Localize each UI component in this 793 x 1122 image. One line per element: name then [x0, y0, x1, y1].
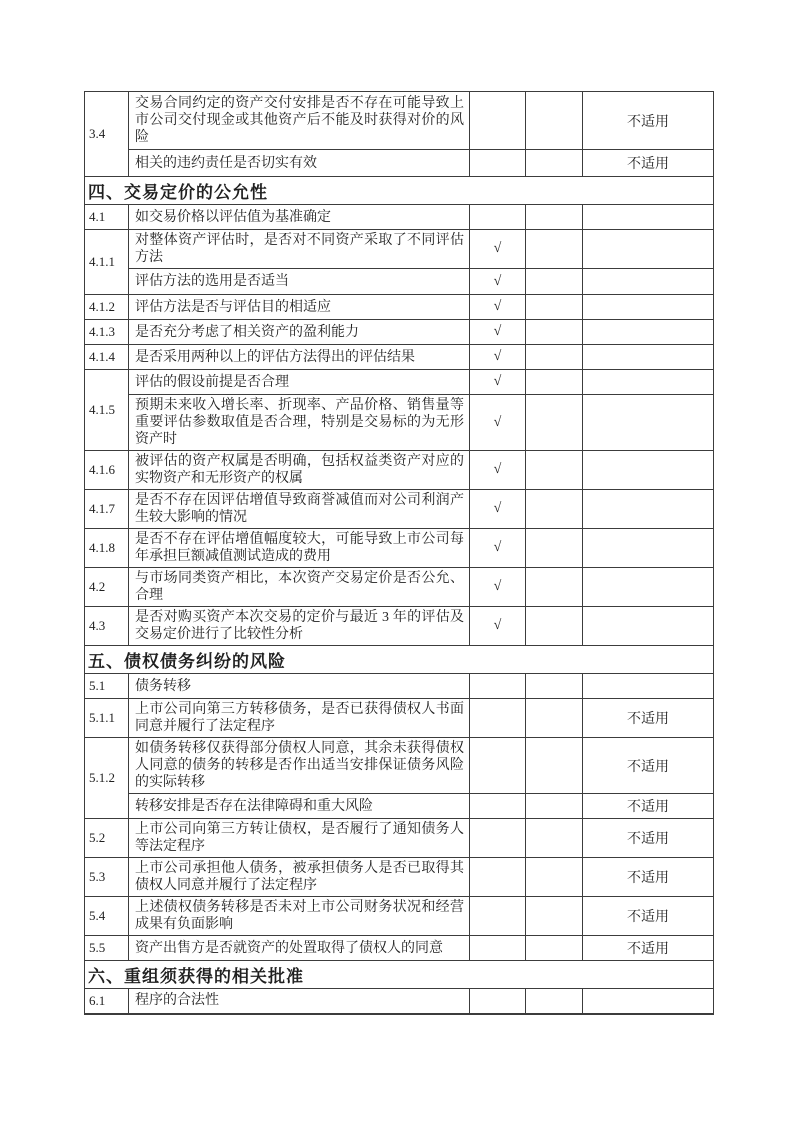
item-number: 3.4 [85, 92, 129, 177]
note-cell [583, 230, 714, 269]
check-no-cell [526, 451, 583, 490]
table-row [85, 205, 714, 230]
check-no-cell [526, 269, 583, 295]
section-title: 六、重组须获得的相关批准 [85, 961, 714, 989]
note-cell [583, 395, 714, 451]
table-row [85, 607, 714, 646]
check-yes-cell [470, 897, 526, 936]
item-number: 4.1.3 [85, 320, 129, 345]
item-text: 是否充分考虑了相关资产的盈利能力 [129, 320, 470, 345]
check-mark-icon: √ [493, 414, 502, 430]
table-row [85, 92, 714, 150]
check-mark-icon: √ [493, 349, 502, 364]
check-yes-cell [470, 230, 526, 269]
item-text: 是否不存在因评估增值导致商誉减值而对公司利润产生较大影响的情况 [129, 490, 470, 529]
check-yes-cell [470, 451, 526, 490]
item-number: 4.1.1 [85, 230, 129, 295]
table-row [85, 936, 714, 961]
section-row [85, 177, 714, 205]
check-no-cell [526, 295, 583, 320]
check-yes-cell [470, 320, 526, 345]
check-no-cell [526, 568, 583, 607]
section-title: 四、交易定价的公允性 [85, 177, 714, 205]
table-row [85, 568, 714, 607]
check-mark-icon: √ [493, 374, 502, 389]
check-yes-cell [470, 490, 526, 529]
item-text: 债务转移 [129, 674, 470, 699]
item-text: 与市场同类资产相比，本次资产交易定价是否公允、合理 [129, 568, 470, 607]
item-text: 预期未来收入增长率、折现率、产品价格、销售量等重要评估参数取值是否合理，特别是交易标的为无形资产时 [129, 395, 470, 451]
check-no-cell [526, 92, 583, 150]
check-mark-icon: √ [493, 462, 502, 477]
na-label: 不适用 [627, 942, 669, 957]
check-yes-cell [470, 370, 526, 395]
table-row [85, 989, 714, 1014]
note-cell [583, 345, 714, 370]
note-cell [583, 370, 714, 395]
item-text: 如交易价格以评估值为基准确定 [129, 205, 470, 230]
table-row [85, 345, 714, 370]
note-cell [583, 320, 714, 345]
item-text: 评估的假设前提是否合理 [129, 370, 470, 395]
check-yes-cell [470, 205, 526, 230]
na-label: 不适用 [627, 910, 669, 925]
check-mark-icon: √ [493, 324, 502, 339]
section-row [85, 646, 714, 674]
item-text: 是否对购买资产本次交易的定价与最近 3 年的评估及交易定价进行了比较性分析 [129, 607, 470, 646]
check-no-cell [526, 345, 583, 370]
na-label: 不适用 [627, 759, 669, 775]
note-cell [583, 738, 714, 794]
checklist-table [84, 91, 714, 1015]
item-text: 上市公司向第三方转让债权，是否履行了通知债务人等法定程序 [129, 819, 470, 858]
item-number: 4.1.6 [85, 451, 129, 490]
item-number: 5.3 [85, 858, 129, 897]
item-number: 5.1.2 [85, 738, 129, 819]
check-mark-icon: √ [493, 273, 502, 289]
item-number: 5.1 [85, 674, 129, 699]
item-number: 5.2 [85, 819, 129, 858]
check-mark-icon: √ [493, 241, 502, 256]
item-number: 4.1.8 [85, 529, 129, 568]
item-text: 对整体资产评估时，是否对不同资产采取了不同评估方法 [129, 230, 470, 269]
item-text: 资产出售方是否就资产的处置取得了债权人的同意 [129, 936, 470, 961]
item-text: 交易合同约定的资产交付安排是否不存在可能导致上市公司交付现金或其他资产后不能及时获得对价的风险 [129, 92, 470, 150]
item-text: 是否不存在评估增值幅度较大，可能导致上市公司每年承担巨额减值测试造成的费用 [129, 529, 470, 568]
check-yes-cell [470, 92, 526, 150]
check-no-cell [526, 794, 583, 819]
note-cell [583, 451, 714, 490]
item-number: 4.1.2 [85, 295, 129, 320]
check-mark-icon: √ [493, 579, 502, 594]
na-label: 不适用 [627, 871, 669, 886]
note-cell [583, 674, 714, 699]
check-yes-cell [470, 150, 526, 177]
na-label: 不适用 [627, 712, 669, 727]
table-row [85, 150, 714, 177]
check-yes-cell [470, 395, 526, 451]
table-row [85, 529, 714, 568]
section-title: 五、债权债务纠纷的风险 [85, 646, 714, 674]
note-cell [583, 269, 714, 295]
table-row [85, 897, 714, 936]
section-row [85, 961, 714, 989]
item-number: 4.2 [85, 568, 129, 607]
na-label: 不适用 [627, 114, 669, 130]
item-text: 上市公司承担他人债务，被承担债务人是否已取得其债权人同意并履行了法定程序 [129, 858, 470, 897]
item-number: 5.4 [85, 897, 129, 936]
check-mark-icon: √ [493, 501, 502, 516]
item-number: 4.1 [85, 205, 129, 230]
table-row [85, 738, 714, 794]
check-yes-cell [470, 819, 526, 858]
check-no-cell [526, 858, 583, 897]
table-row [85, 295, 714, 320]
check-no-cell [526, 738, 583, 794]
item-text: 是否采用两种以上的评估方法得出的评估结果 [129, 345, 470, 370]
note-cell [583, 150, 714, 177]
check-no-cell [526, 607, 583, 646]
table-row [85, 320, 714, 345]
table-row [85, 395, 714, 451]
na-label: 不适用 [627, 157, 669, 172]
note-cell [583, 936, 714, 961]
item-text: 被评估的资产权属是否明确，包括权益类资产对应的实物资产和无形资产的权属 [129, 451, 470, 490]
table-row [85, 451, 714, 490]
item-text: 转移安排是否存在法律障碍和重大风险 [129, 794, 470, 819]
check-no-cell [526, 150, 583, 177]
check-yes-cell [470, 858, 526, 897]
item-number: 4.1.7 [85, 490, 129, 529]
na-label: 不适用 [627, 832, 669, 847]
check-no-cell [526, 490, 583, 529]
note-cell [583, 897, 714, 936]
item-number: 4.1.5 [85, 370, 129, 451]
checklist-body [85, 92, 714, 1014]
check-yes-cell [470, 699, 526, 738]
check-no-cell [526, 674, 583, 699]
check-yes-cell [470, 674, 526, 699]
check-yes-cell [470, 738, 526, 794]
note-cell [583, 699, 714, 738]
item-text: 如债务转移仅获得部分债权人同意，其余未获得债权人同意的债务的转移是否作出适当安排保证债务风险的实际转移 [129, 738, 470, 794]
note-cell [583, 819, 714, 858]
table-row [85, 490, 714, 529]
check-no-cell [526, 936, 583, 961]
check-yes-cell [470, 607, 526, 646]
note-cell [583, 858, 714, 897]
check-yes-cell [470, 989, 526, 1014]
item-number: 4.3 [85, 607, 129, 646]
note-cell [583, 529, 714, 568]
check-yes-cell [470, 529, 526, 568]
check-yes-cell [470, 936, 526, 961]
check-yes-cell [470, 568, 526, 607]
table-row [85, 674, 714, 699]
check-yes-cell [470, 794, 526, 819]
check-no-cell [526, 819, 583, 858]
check-no-cell [526, 205, 583, 230]
check-no-cell [526, 897, 583, 936]
table-row [85, 699, 714, 738]
table-row [85, 794, 714, 819]
check-mark-icon: √ [493, 540, 502, 555]
note-cell [583, 568, 714, 607]
check-yes-cell [470, 345, 526, 370]
check-mark-icon: √ [493, 618, 502, 633]
item-number: 5.5 [85, 936, 129, 961]
note-cell [583, 989, 714, 1014]
item-number: 4.1.4 [85, 345, 129, 370]
check-yes-cell [470, 269, 526, 295]
item-number: 6.1 [85, 989, 129, 1014]
item-text: 程序的合法性 [129, 989, 470, 1014]
check-no-cell [526, 529, 583, 568]
check-mark-icon: √ [493, 299, 502, 314]
item-text: 上市公司向第三方转移债务，是否已获得债权人书面同意并履行了法定程序 [129, 699, 470, 738]
item-number: 5.1.1 [85, 699, 129, 738]
item-text: 评估方法的选用是否适当 [129, 269, 470, 295]
table-row [85, 230, 714, 269]
check-no-cell [526, 320, 583, 345]
note-cell [583, 92, 714, 150]
note-cell [583, 607, 714, 646]
table-row [85, 269, 714, 295]
table-row [85, 819, 714, 858]
check-no-cell [526, 370, 583, 395]
check-no-cell [526, 395, 583, 451]
check-yes-cell [470, 295, 526, 320]
check-no-cell [526, 230, 583, 269]
note-cell [583, 295, 714, 320]
table-row [85, 370, 714, 395]
table-row [85, 858, 714, 897]
item-text: 评估方法是否与评估目的相适应 [129, 295, 470, 320]
note-cell [583, 490, 714, 529]
check-no-cell [526, 699, 583, 738]
note-cell [583, 794, 714, 819]
note-cell [583, 205, 714, 230]
item-text: 上述债权债务转移是否未对上市公司财务状况和经营成果有负面影响 [129, 897, 470, 936]
item-text: 相关的违约责任是否切实有效 [129, 150, 470, 177]
check-no-cell [526, 989, 583, 1014]
na-label: 不适用 [627, 800, 669, 815]
